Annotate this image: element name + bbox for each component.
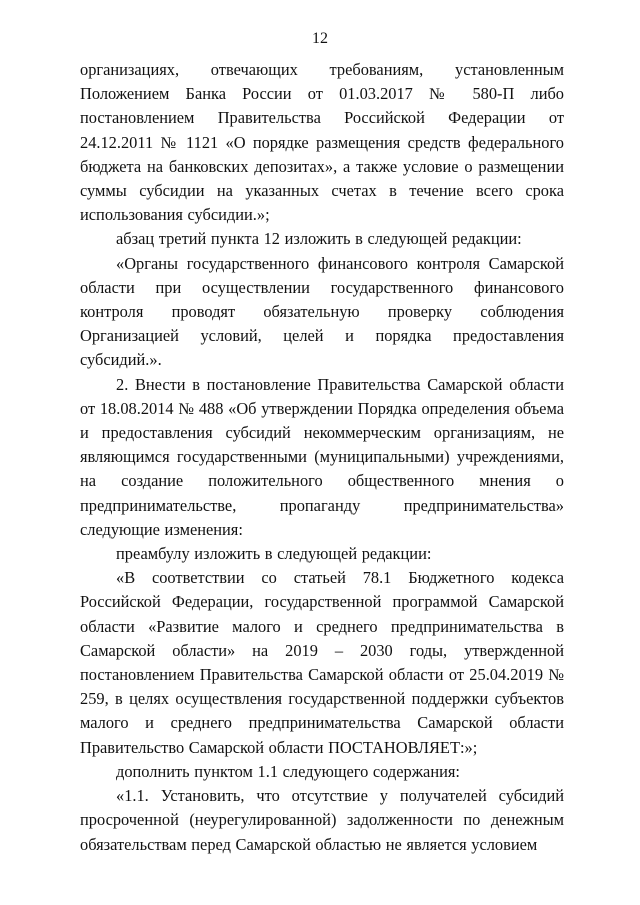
- paragraph-6: «В соответствии со статьей 78.1 Бюджетного кодекса Российской Федерации, государственной программой Самарской области «Развитие малого и среднего предпринимательства в Самарской области» на 2019 – 2030 годы, утвержденной постановлением Правительства Самарской области от 25.04.2019 № 259, в целях осуществления государственной поддержки субъектов малого и среднего предпринимательства Самарской области Правительство Самарской области ПОСТАНОВЛЯЕТ:»;: [80, 568, 564, 757]
- paragraph-4: 2. Внести в постановление Правительства Самарской области от 18.08.2014 № 488 «Об утверждении Порядка определения объема и предоставления субсидий некоммерческим организациям, не являющимся государственными (муниципальными) учреждениями, на создание положительного общественного мнения о предпринимательстве, пропаганду предпринимательства» следующие изменения:: [80, 374, 564, 539]
- paragraph-2: абзац третий пункта 12 изложить в следующей редакции:: [116, 229, 522, 249]
- document-body: [80, 58, 564, 857]
- paragraph-7: дополнить пунктом 1.1 следующего содержания:: [116, 761, 460, 781]
- paragraph-3: «Органы государственного финансового контроля Самарской области при осуществлении государственного финансового контроля проводят обязательную проверку соблюдения Организацией условий, целей и порядка предоставления субсидий.».: [80, 253, 564, 370]
- page-number: 12: [312, 30, 328, 47]
- paragraph-8: «1.1. Установить, что отсутствие у получателей субсидий просроченной (неурегулированной) задолженности по денежным обязательствам перед Самарской областью не является условием: [80, 786, 564, 854]
- paragraph-5: преамбулу изложить в следующей редакции:: [116, 544, 432, 564]
- paragraph-1: организациях, отвечающих требованиям, установленным Положением Банка России от 01.03.2017 № 580-П либо постановлением Правительства Российской Федерации от 24.12.2011 № 1121 «О порядке размещения средств федерального бюджета на банковских депозитах», а также условие о размещении суммы субсидии на указанных счетах в течение всего срока использования субсидии.»;: [80, 60, 564, 225]
